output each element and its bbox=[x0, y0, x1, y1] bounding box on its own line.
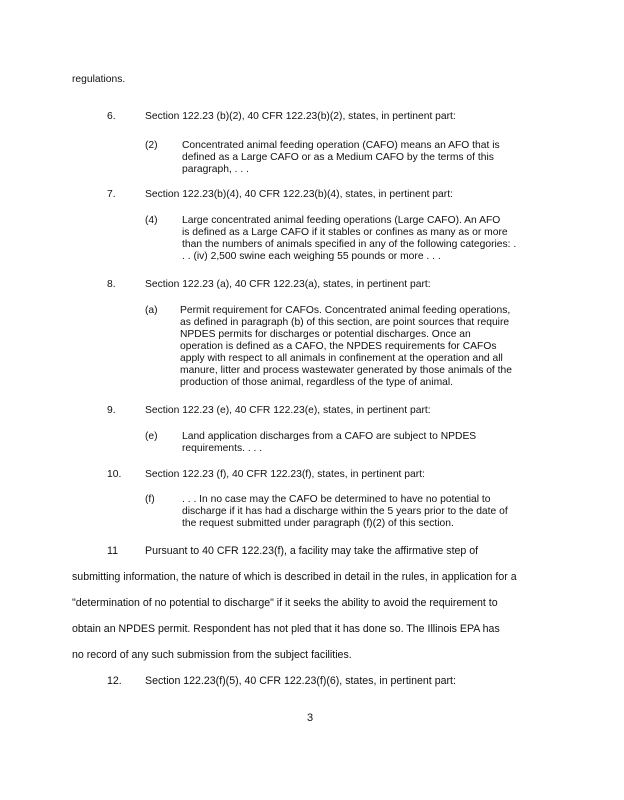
sub-line: Land application discharges from a CAFO are subject to NPDES bbox=[182, 431, 477, 442]
lead-in-text: regulations. bbox=[72, 74, 126, 85]
sub-label: (2) bbox=[145, 140, 158, 151]
item-number: 8. bbox=[107, 279, 116, 290]
sub-line: . . . In no case may the CAFO be determined to have no potential to bbox=[182, 494, 491, 505]
item-number: 6. bbox=[107, 111, 116, 122]
sub-line: as defined in paragraph (b) of this section, are point sources that require bbox=[180, 317, 510, 328]
item-heading: Section 122.23(f)(5), 40 CFR 122.23(f)(6), states, in pertinent part: bbox=[145, 675, 456, 687]
item-heading: Section 122.23 (b)(2), 40 CFR 122.23(b)(2), states, in pertinent part: bbox=[145, 111, 456, 122]
sub-line: Permit requirement for CAFOs. Concentrated animal feeding operations, bbox=[180, 305, 511, 316]
page-number: 3 bbox=[307, 712, 314, 724]
sub-label: (a) bbox=[145, 305, 158, 316]
paragraph-line: no record of any such submission from the subject facilities. bbox=[72, 649, 352, 661]
item-number: 12. bbox=[107, 675, 122, 687]
item-heading: Section 122.23(b)(4), 40 CFR 122.23(b)(4), states, in pertinent part: bbox=[145, 189, 453, 200]
paragraph-line: obtain an NPDES permit. Respondent has not pled that it has done so. The Illinois EPA has bbox=[72, 623, 500, 635]
item-heading: Section 122.23 (a), 40 CFR 122.23(a), states, in pertinent part: bbox=[145, 279, 431, 290]
sub-line: discharge if it has had a discharge within the 5 years prior to the date of bbox=[182, 506, 508, 517]
sub-line: . . (iv) 2,500 swine each weighing 55 pounds or more . . . bbox=[182, 251, 441, 262]
sub-line: requirements. . . . bbox=[182, 443, 263, 454]
sub-line: defined as a Large CAFO or as a Medium CAFO by the terms of this bbox=[182, 152, 494, 163]
sub-line: the request submitted under paragraph (f)(2) of this section. bbox=[182, 518, 454, 529]
sub-line: Concentrated animal feeding operation (CAFO) means an AFO that is bbox=[182, 140, 500, 151]
item-number: 10. bbox=[107, 469, 122, 480]
sub-line: Large concentrated animal feeding operations (Large CAFO). An AFO bbox=[182, 215, 501, 226]
paragraph-number: 11 bbox=[107, 545, 118, 557]
paragraph-line: Pursuant to 40 CFR 122.23(f), a facility may take the affirmative step of bbox=[145, 545, 479, 557]
sub-line: NPDES permits for discharges or potential discharges. Once an bbox=[180, 329, 471, 340]
item-number: 9. bbox=[107, 405, 116, 416]
sub-line: paragraph, . . . bbox=[182, 164, 249, 175]
sub-line: is defined as a Large CAFO if it stables or confines as many as or more bbox=[182, 227, 508, 238]
sub-line: operation is defined as a CAFO, the NPDES requirements for CAFOs bbox=[180, 341, 497, 352]
sub-label: (f) bbox=[145, 494, 155, 505]
sub-line: manure, litter and process wastewater generated by those animals of the bbox=[180, 365, 512, 376]
item-number: 7. bbox=[107, 189, 116, 200]
sub-line: than the numbers of animals specified in any of the following categories: . bbox=[182, 239, 517, 250]
sub-label: (4) bbox=[145, 215, 158, 226]
item-heading: Section 122.23 (e), 40 CFR 122.23(e), states, in pertinent part: bbox=[145, 405, 431, 416]
item-heading: Section 122.23 (f), 40 CFR 122.23(f), states, in pertinent part: bbox=[145, 469, 425, 480]
sub-line: production of those animal, regardless of the type of animal. bbox=[180, 377, 454, 388]
sub-label: (e) bbox=[145, 431, 158, 442]
paragraph-line: "determination of no potential to discharge" if it seeks the ability to avoid the requirement to bbox=[72, 597, 498, 609]
sub-line: apply with respect to all animals in confinement at the operation and all bbox=[180, 353, 503, 364]
paragraph-line: submitting information, the nature of which is described in detail in the rules, in application for a bbox=[72, 571, 517, 583]
